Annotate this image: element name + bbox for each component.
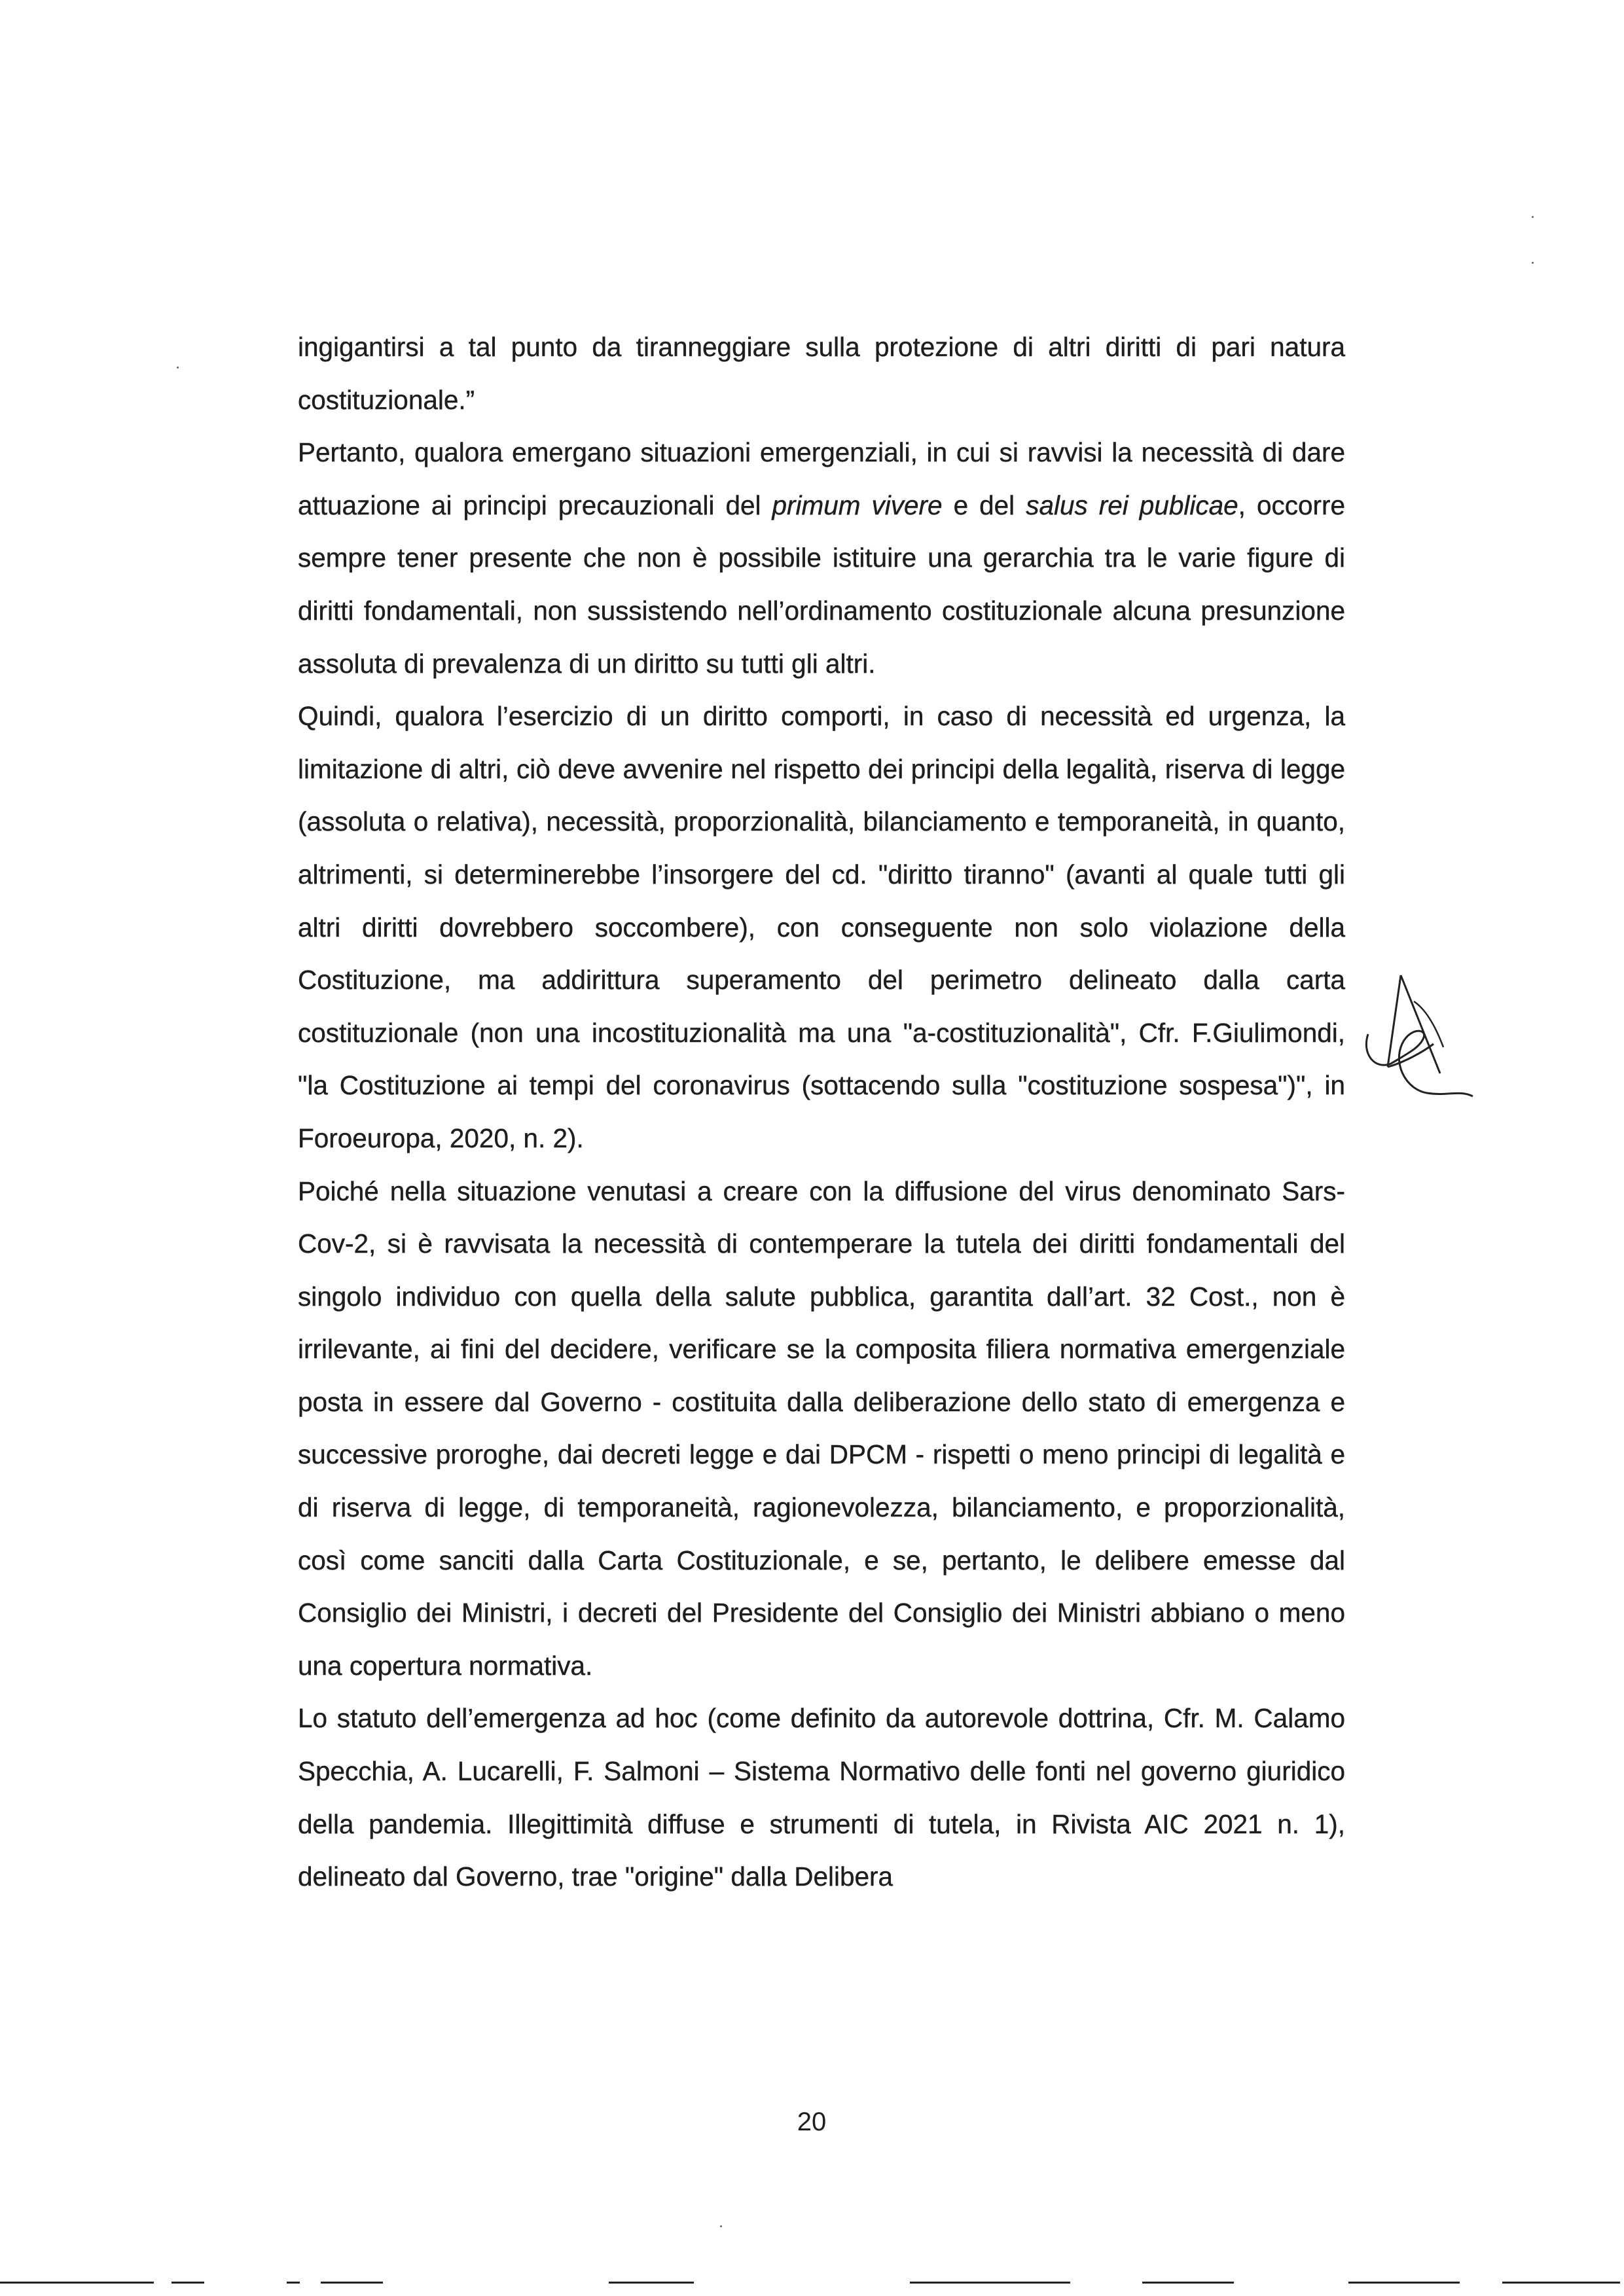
scan-edge-mark [609, 2282, 694, 2284]
paragraph [298, 426, 1345, 690]
page-number: 20 [797, 2108, 827, 2136]
scan-edge-mark [171, 2282, 204, 2284]
scan-edge-mark [0, 2282, 154, 2284]
italic-text: primum vivere [772, 490, 943, 520]
text-segment: Quindi, qualora l’esercizio di un diritto comporti, in caso di necessità ed urgenza, la limitazione di altri, ciò deve avvenire nel rispetto dei principi della legalità, riserva di legge (assoluta o relativa), necessità, proporzionalità, bilanciamento e temporaneità, in quanto, altrimenti, si determinerebbe l’insorgere del cd. "diritto tiranno" (avanti al quale tutti gli altri diritti dovrebbero soccombere), con conseguente non solo violazione della Costituzione, ma addirittura superamento del perimetro delineato dalla carta costituzionale (non una incostituzionalità ma una "a-costituzionalità", Cfr. F.Giulimondi, "la Costituzione ai tempi del coronavirus (sottacendo sulla "costituzione sospesa")", in Foroeuropa, 2020, n. 2). [298, 701, 1345, 1153]
text-segment: ingigantirsi a tal punto da tiranneggiare sulla protezione di altri diritti di pari natura costituzionale.” [298, 332, 1345, 415]
text-segment: Poiché nella situazione venutasi a creare con la diffusione del virus denominato Sars-Cov-2, si è ravvisata la necessità di contemperare la tutela dei diritti fondamentali del singolo individuo con quella della salute pubblica, garantita dall’art. 32 Cost., non è irrilevante, ai fini del decidere, verificare se la composita filiera normativa emergenziale posta in essere dal Governo - costituita dalla deliberazione dello stato di emergenza e successive proroghe, dai decreti legge e dai DPCM - rispetti o meno principi di legalità e di riserva di legge, di temporaneità, ragionevolezza, bilanciamento, e proporzionalità, così come sanciti dalla Carta Costituzionale, e se, pertanto, le delibere emesse dal Consiglio dei Ministri, i decreti del Presidente del Consiglio dei Ministri abbiano o meno una copertura normativa. [298, 1175, 1345, 1681]
document-body [298, 321, 1345, 1903]
scan-speck [1532, 216, 1534, 218]
italic-text: salus rei publicae [1026, 490, 1238, 520]
signature-icon [1362, 956, 1492, 1126]
scan-edge-mark [1142, 2282, 1234, 2284]
scan-edge-mark [1502, 2282, 1620, 2284]
paragraph [298, 1165, 1345, 1693]
paragraph [298, 690, 1345, 1164]
scan-edge-mark [287, 2282, 300, 2284]
scan-speck [1532, 262, 1534, 264]
scan-edge-mark [1348, 2282, 1460, 2284]
paragraph [298, 321, 1345, 426]
text-segment: Lo statuto dell’emergenza ad hoc (come definito da autorevole dottrina, Cfr. M. Calamo Specchia, A. Lucarelli, F. Salmoni – Sistema Normativo delle fonti nel governo giuridico della pandemia. Illegittimità diffuse e strumenti di tutela, in Rivista AIC 2021 n. 1), delineato dal Governo, trae "origine" dalla Delibera [298, 1703, 1345, 1892]
scan-speck [177, 367, 179, 368]
scan-edge-mark [910, 2282, 1070, 2284]
paragraph [298, 1692, 1345, 1903]
text-segment: Pertanto, qualora emergano situazioni emergenziali, in cui si ravvisi la necessità di dare attuazione ai principi precauzionali del [298, 437, 1345, 520]
scan-edge-mark [321, 2282, 383, 2284]
text-segment: , occorre sempre tener presente che non è possibile istituire una gerarchia tra le varie figure di diritti fondamentali, non sussistendo nell’ordinamento costituzionale alcuna presunzione assoluta di prevalenza di un diritto su tutti gli altri. [298, 490, 1345, 679]
scan-speck [720, 2225, 722, 2227]
text-segment: e del [942, 490, 1026, 520]
